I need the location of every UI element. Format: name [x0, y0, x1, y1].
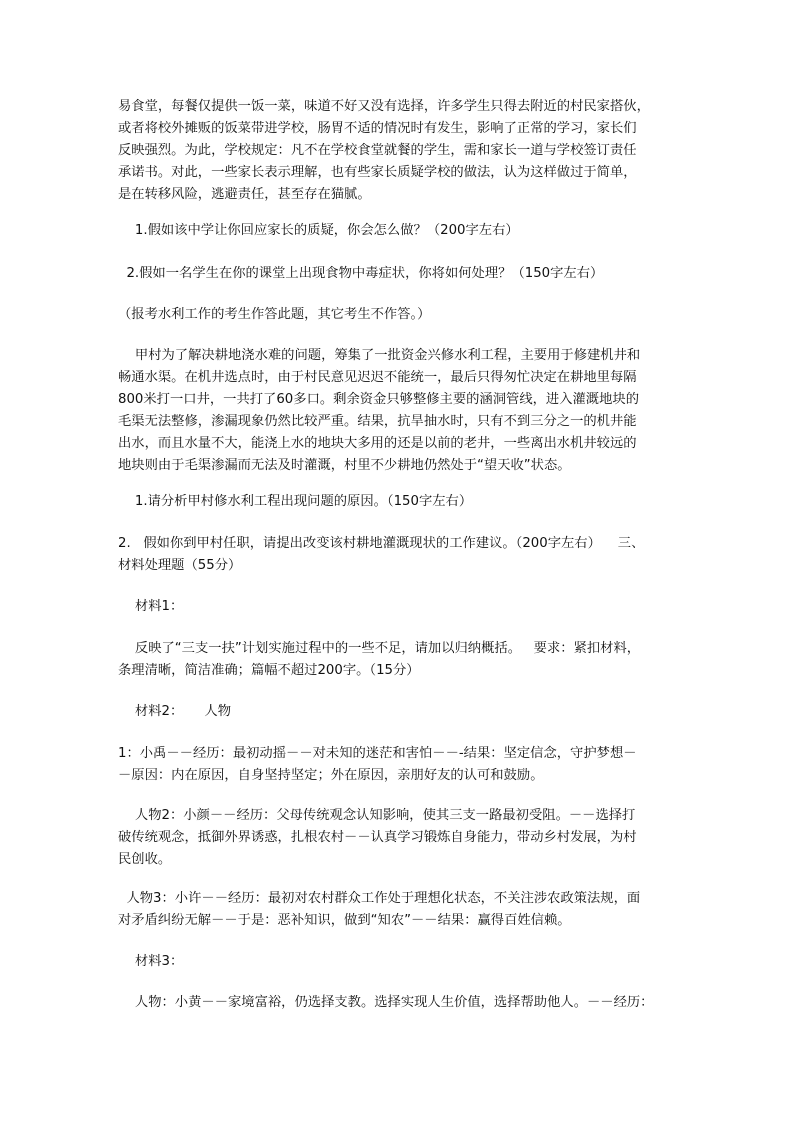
text-line: 反映了“三支一扶”计划实施过程中的一些不足，请加以归纳概括。 要求：紧扣材料，: [118, 641, 641, 656]
text-line: 反映强烈。为此，学校规定：凡不在学校食堂就餐的学生，需和家长一道与学校签订责任: [118, 143, 637, 158]
person-3-description: [118, 888, 684, 932]
text-line: 材料1：: [118, 599, 184, 614]
text-line: 条理清晰，简洁准确；篇幅不超过200字。（15分）: [118, 663, 420, 678]
text-line: 是在转移风险，逃避责任，甚至存在猫腻。: [118, 187, 371, 202]
text-line: 材料2： 人物: [118, 704, 231, 719]
question-respond-parents: [118, 220, 684, 242]
text-line: 甲村为了解决耕地浇水难的问题，筹集了一批资金兴修水利工程，主要用于修建机井和: [118, 348, 641, 363]
text-line: 材料3：: [118, 954, 184, 969]
question-food-poisoning: [118, 263, 684, 285]
text-line: 或者将校外摊贩的饭菜带进学校，肠胃不适的情况时有发生，影响了正常的学习，家长们: [118, 121, 637, 136]
question-work-suggestions: [118, 533, 684, 577]
person-1-description: [118, 743, 684, 787]
text-line: 1.请分析甲村修水利工程出现问题的原因。（150字左右）: [118, 494, 473, 509]
text-line: 民创收。: [118, 852, 172, 867]
text-line: 人物3：小许－－经历：最初对农村群众工作处于理想化状态，不关注涉农政策法规，面: [118, 891, 641, 906]
text-line: 2.假如一名学生在你的课堂上出现食物中毒症状，你将如何处理？（150字左右）: [118, 266, 604, 281]
material-3-person: [118, 992, 684, 1014]
text-line: －原因：内在原因，自身坚持坚定；外在原因，亲朋好友的认可和鼓励。: [118, 768, 544, 783]
person-2-description: [118, 805, 684, 871]
question-analyze-causes: [118, 491, 684, 513]
text-line: 1：小禹－－经历：最初动摇－－对未知的迷茫和害怕－－-结果：坚定信念，守护梦想－: [118, 746, 637, 761]
text-line: 1.假如该中学让你回应家长的质疑，你会怎么做？（200字左右）: [118, 223, 519, 238]
text-line: 800米打一口井，一共打了60多口。剩余资金只够整修主要的涵洞管线，进入灌溉地块的: [118, 392, 639, 407]
text-line: 材料处理题（55分）: [118, 558, 242, 573]
text-line: 破传统观念，抵御外界诱惑，扎根农村－－认真学习锻炼自身能力，带动乡村发展，为村: [118, 830, 637, 845]
material-3-heading: [118, 951, 684, 973]
material-1-heading: [118, 596, 684, 618]
text-line: 畅通水渠。在机井选点时，由于村民意见迟迟不能统一，最后只得匆忙决定在耕地里每隔: [118, 370, 637, 385]
text-line: 出水，而且水量不大，能浇上水的地块大多用的还是以前的老井，一些离出水机井较远的: [118, 436, 637, 451]
note-water-conservancy: [118, 304, 684, 326]
text-line: 毛渠无法整修，渗漏现象仍然比较严重。结果，抗旱抽水时，只有不到三分之一的机井能: [118, 414, 637, 429]
paragraph-village-irrigation: [118, 345, 684, 477]
text-line: （报考水利工作的考生作答此题，其它考生不作答。）: [118, 307, 431, 322]
text-line: 人物：小黄－－家境富裕，仍选择支教。选择实现人生价值，选择帮助他人。－－经历：: [118, 995, 654, 1010]
text-line: 易食堂，每餐仅提供一饭一菜，味道不好又没有选择，许多学生只得去附近的村民家搭伙，: [118, 99, 650, 114]
text-line: 地块则由于毛渠渗漏而无法及时灌溉，村里不少耕地仍然处于“望天收”状态。: [118, 458, 571, 473]
text-line: 承诺书。对此，一些家长表示理解，也有些家长质疑学校的做法，认为这样做过于简单，: [118, 165, 637, 180]
material-2-heading: [118, 701, 684, 723]
text-line: 对矛盾纠纷无解－－于是：恶补知识，做到“知农”－－结果：赢得百姓信赖。: [118, 913, 571, 928]
material-1-task: [118, 638, 684, 682]
text-line: 人物2：小颜－－经历：父母传统观念认知影响，使其三支一路最初受阻。－－选择打: [118, 808, 636, 823]
text-line: 2. 假如你到甲村任职，请提出改变该村耕地灌溉现状的工作建议。（200字左右） 三、: [118, 536, 645, 551]
paragraph-cafeteria-background: [118, 96, 684, 206]
